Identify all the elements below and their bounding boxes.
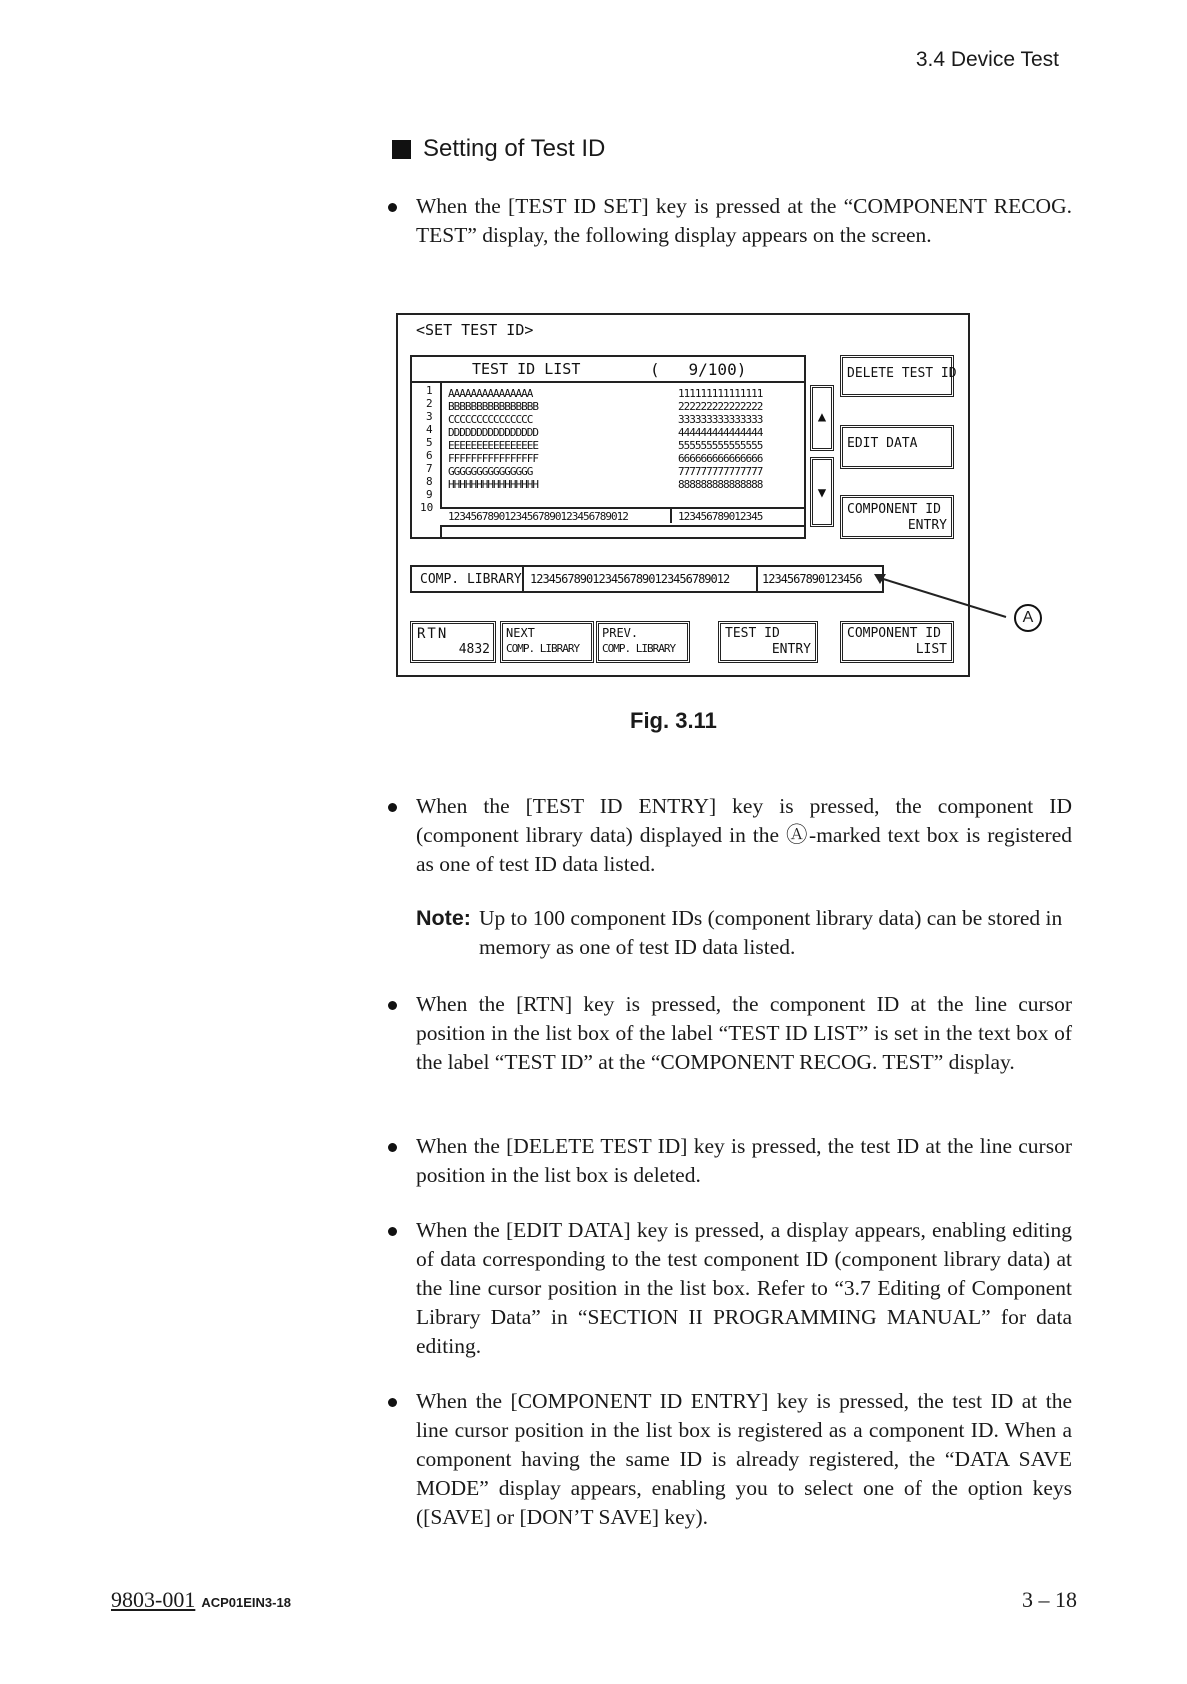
bullet-text: When the [TEST ID ENTRY] key is pressed, the component ID (component library data) displayed in the Ⓐ-marked text box is registered as one of test ID data listed.	[416, 794, 1072, 876]
prev-comp-library-button[interactable]	[596, 621, 690, 663]
screen-title: <SET TEST ID>	[416, 321, 534, 339]
comp-entry-label-1: COMPONENT ID	[847, 502, 941, 517]
test-id-entry-button[interactable]	[718, 621, 818, 663]
clist-label-2: LIST	[915, 642, 947, 657]
note	[416, 904, 1076, 962]
list-cell: BBBBBBBBBBBBBBBB	[448, 400, 538, 413]
row-number: 3	[426, 410, 433, 423]
edit-label: EDIT DATA	[847, 436, 918, 451]
scroll-down-button[interactable]	[810, 457, 834, 527]
next-comp-library-button[interactable]	[500, 621, 594, 663]
comp-library-bar	[410, 565, 884, 593]
down-arrow-icon: ▼	[817, 485, 827, 501]
note-label: Note:	[416, 906, 471, 930]
note-text: Up to 100 component IDs (component library data) can be stored in memory as one of test ID data listed.	[478, 906, 1063, 959]
list-cell: 222222222222222	[678, 400, 763, 413]
list-cell: 666666666666666	[678, 452, 763, 465]
next-label-1: NEXT	[506, 626, 535, 640]
list-cell: 111111111111111	[678, 387, 763, 400]
list-cell: 777777777777777	[678, 465, 763, 478]
tid-label-2: ENTRY	[771, 642, 811, 657]
callout-line	[860, 560, 1040, 630]
comp-library-value: 12345678901234567890123456789012	[530, 572, 730, 586]
bullet-icon	[388, 1227, 397, 1236]
next-label-2: COMP. LIBRARY	[506, 642, 580, 655]
list-header	[412, 357, 804, 383]
section-heading-text: Setting of Test ID	[423, 135, 606, 162]
doc-number: 9803-001	[111, 1587, 196, 1612]
bullet-icon	[388, 1398, 397, 1407]
bullet-text: When the [DELETE TEST ID] key is pressed, the test ID at the line cursor position in the list box is deleted.	[416, 1134, 1072, 1187]
comp-library-label: COMP. LIBRARY	[420, 572, 522, 587]
delete-label: DELETE TEST ID	[847, 366, 957, 381]
page-number: 3 – 18	[1022, 1587, 1077, 1612]
list-cell: GGGGGGGGGGGGGGG	[448, 465, 533, 478]
row-number-column	[412, 383, 442, 539]
row-number: 10	[420, 501, 434, 514]
lib-divider-2	[756, 567, 758, 591]
figure-caption: Fig. 3.11	[630, 708, 717, 733]
cursor-left-cell: 12345678901234567890123456789012	[448, 510, 628, 523]
list-cell: 444444444444444	[678, 426, 763, 439]
cursor-divider	[670, 509, 672, 523]
list-cell: FFFFFFFFFFFFFFFF	[448, 452, 538, 465]
list-label: TEST ID LIST	[472, 360, 581, 378]
section-heading	[392, 135, 605, 163]
comp-id-textbox-a[interactable]: 1234567890123456	[762, 572, 862, 586]
intro-text: When the [TEST ID SET] key is pressed at the “COMPONENT RECOG. TEST” display, the following display appears on the screen.	[416, 194, 1072, 247]
scroll-up-button[interactable]	[810, 385, 834, 451]
bullet-icon	[388, 1143, 397, 1152]
row-number: 8	[426, 475, 433, 488]
list-right-column	[678, 387, 804, 507]
bullet-component-id-entry	[392, 1387, 1072, 1532]
prev-label-1: PREV.	[602, 626, 639, 640]
bullet-icon	[388, 803, 397, 812]
comp-entry-label-2: ENTRY	[907, 518, 947, 533]
component-id-entry-button[interactable]	[840, 495, 954, 539]
row-number: 4	[426, 423, 433, 436]
bullet-text: When the [COMPONENT ID ENTRY] key is pressed, the test ID at the line cursor position in the list box is registered as a component ID. When a component having the same ID is already registered, the “DATA SAVE MODE” display appears, enabling you to select one of the option keys ([SAVE] or [DON’T SAVE] key).	[416, 1389, 1072, 1529]
doc-code: ACP01EIN3-18	[201, 1595, 291, 1610]
test-id-list-box[interactable]	[410, 355, 806, 539]
list-cell: 888888888888888	[678, 478, 763, 491]
list-cell: 555555555555555	[678, 439, 763, 452]
up-arrow-icon: ▲	[817, 409, 827, 425]
heading-square-icon	[392, 140, 411, 159]
line-cursor-row[interactable]	[440, 507, 804, 527]
rtn-label: RTN	[417, 626, 449, 642]
list-cell: EEEEEEEEEEEEEEEE	[448, 439, 538, 452]
list-left-column	[448, 387, 668, 507]
bullet-rtn	[392, 990, 1072, 1077]
clist-label-1: COMPONENT ID	[847, 626, 941, 641]
list-cell: CCCCCCCCCCCCCCC	[448, 413, 533, 426]
bullet-edit-data	[392, 1216, 1072, 1361]
row-number: 2	[426, 397, 433, 410]
row-number: 9	[426, 488, 433, 501]
rtn-value: 4832	[458, 642, 490, 657]
prev-label-2: COMP. LIBRARY	[602, 642, 676, 655]
delete-test-id-button[interactable]	[840, 355, 957, 397]
row-number: 6	[426, 449, 433, 462]
running-header: 3.4 Device Test	[915, 48, 1059, 71]
row-number: 5	[426, 436, 433, 449]
bullet-text: When the [EDIT DATA] key is pressed, a display appears, enabling editing of data corresponding to the test component ID (component library data) at the line cursor position in the list box. Refer to “3.7 Editing of Component Library Data” in “SECTION II PROGRAMMING MANUAL” for data editing.	[416, 1218, 1072, 1358]
intro-paragraph	[392, 192, 1072, 250]
list-cell: HHHHHHHHHHHHHHHH	[448, 478, 538, 491]
callout-a-icon: A	[1014, 604, 1042, 632]
edit-data-button[interactable]	[840, 425, 954, 469]
lib-divider-1	[522, 567, 524, 591]
row-number: 1	[426, 384, 433, 397]
rtn-button[interactable]	[410, 621, 496, 663]
bullet-text: When the [RTN] key is pressed, the component ID at the line cursor position in the list box of the label “TEST ID LIST” is set in the text box of the label “TEST ID” at the “COMPONENT RECOG. TEST” display.	[416, 992, 1072, 1074]
bullet-icon	[388, 203, 397, 212]
list-cell: 333333333333333	[678, 413, 763, 426]
bullet-test-id-entry	[392, 792, 1072, 879]
list-count: ( 9/100)	[650, 360, 747, 379]
footer-code	[111, 1587, 291, 1613]
row-number: 7	[426, 462, 433, 475]
tid-label-1: TEST ID	[725, 626, 780, 641]
bullet-delete	[392, 1132, 1072, 1190]
cursor-right-cell: 123456789012345	[678, 510, 763, 523]
bullet-icon	[388, 1001, 397, 1010]
list-cell: AAAAAAAAAAAAAAA	[448, 387, 533, 400]
list-cell: DDDDDDDDDDDDDDDD	[448, 426, 538, 439]
